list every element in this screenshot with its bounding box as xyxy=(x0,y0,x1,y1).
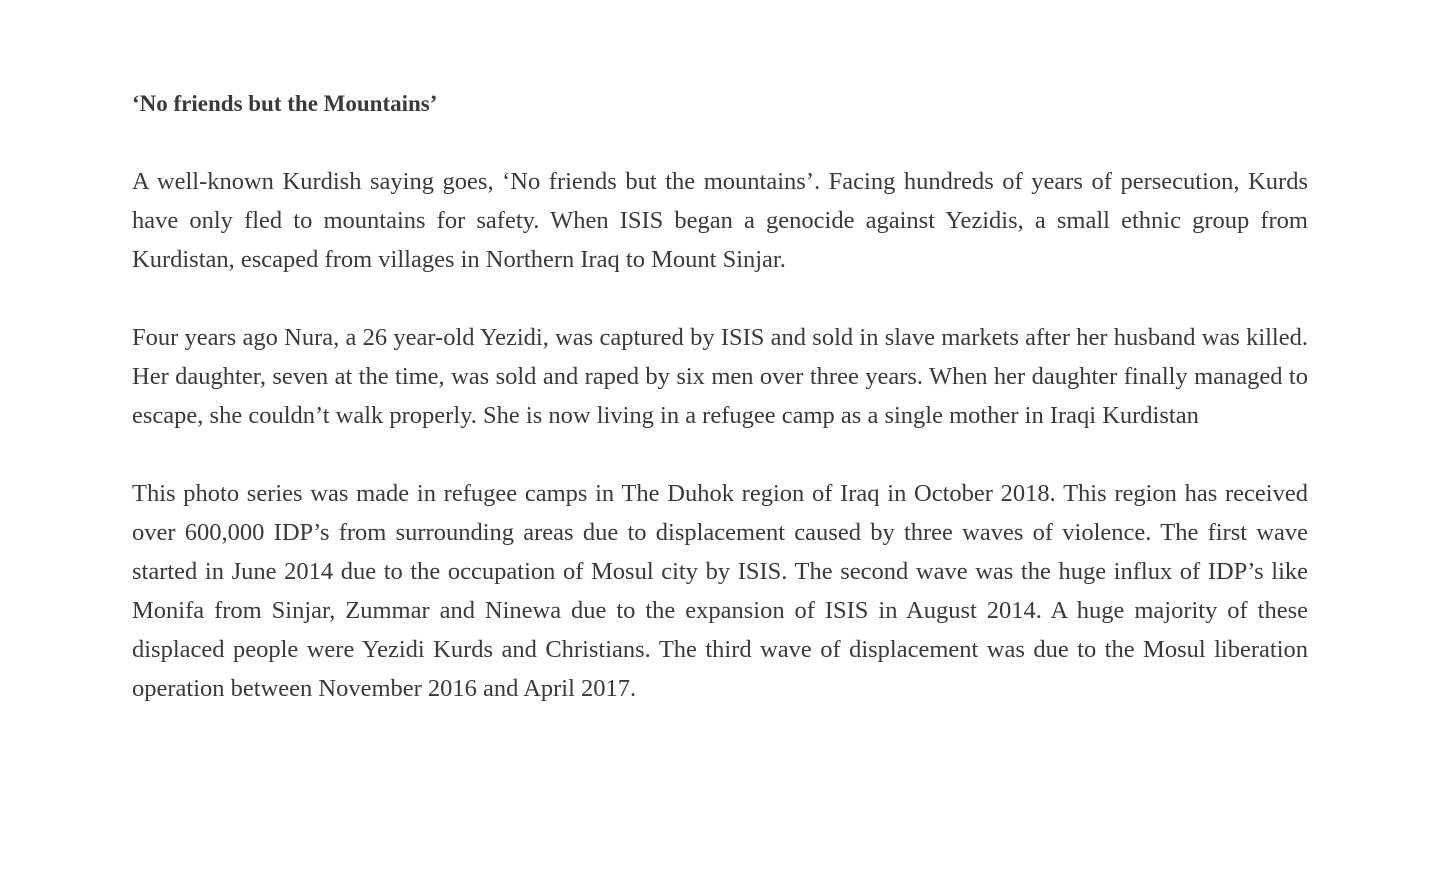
section-heading: ‘No friends but the Mountains’ xyxy=(132,91,438,116)
paragraph-nura-story: Four years ago Nura, a 26 year-old Yezidi, was captured by ISIS and sold in slave markets after her husband was killed. Her daughter, seven at the time, was sold and raped by six men over three years. When her daughter finally managed to escape, she couldn’t walk properly. She is now living in a refugee camp as a single mother in Iraqi Kurdistan xyxy=(132,324,1308,429)
paragraph-photo-series: This photo series was made in refugee camps in The Duhok region of Iraq in October 2018. This region has received over 600,000 IDP’s from surrounding areas due to displacement caused by three waves of violence. The first wave started in June 2014 due to the occupation of Mosul city by ISIS. The second wave was the huge influx of IDP’s like Monifa from Sinjar, Zummar and Ninewa due to the expansion of ISIS in August 2014. A huge majority of these displaced people were Yezidi Kurds and Christians. The third wave of displacement was due to the Mosul liberation operation between November 2016 and April 2017. xyxy=(132,480,1308,702)
paragraph-intro: A well-known Kurdish saying goes, ‘No friends but the mountains’. Facing hundreds of years of persecution, Kurds have only fled to mountains for safety. When ISIS began a genocide against Yezidis, a small ethnic group from Kurdistan, escaped from villages in Northern Iraq to Mount Sinjar. xyxy=(132,168,1308,273)
article-body xyxy=(132,84,1308,708)
